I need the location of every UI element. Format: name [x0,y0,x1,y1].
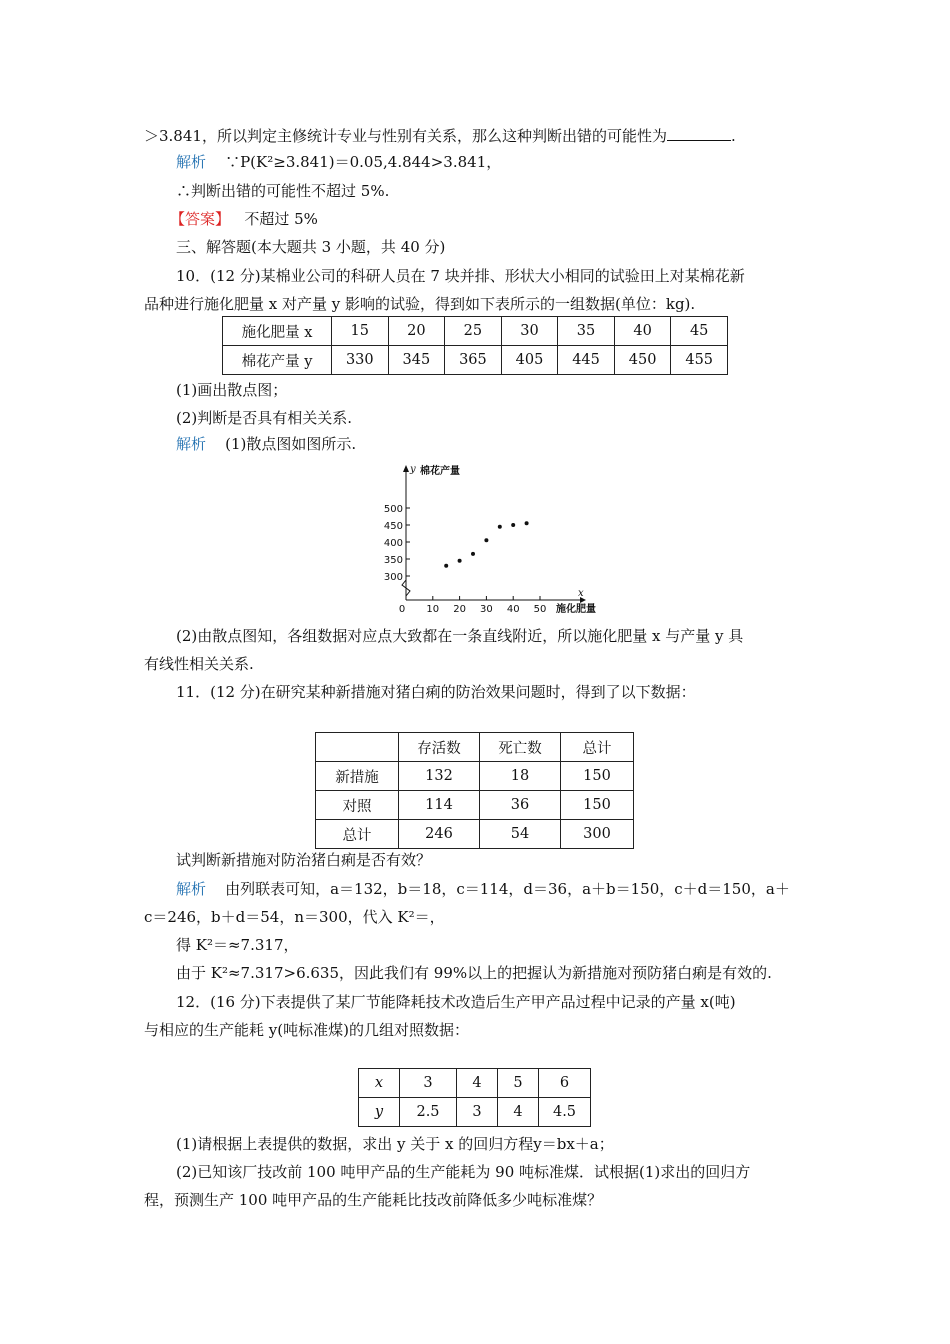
answer-label: 【答案】 [170,210,231,228]
table-header-cell: 总计 [561,733,634,762]
table-cell: 25 [445,317,502,346]
q10-line2: 品种进行施化肥量 x 对产量 y 影响的试验，得到如下表所示的一组数据(单位：kg). [144,295,696,313]
table-row [359,1098,591,1127]
q12-line1: 12．(16 分)下表提供了某厂节能降耗技术改造后生产甲产品过程中记录的产量 x(吨) [176,993,736,1011]
table-header-cell [316,733,399,762]
q12-table [358,1068,591,1127]
x-tick-label: 50 [533,604,547,615]
q9-tail [144,126,736,146]
table-header-cell: y [359,1098,400,1127]
table-cell: 150 [561,791,634,820]
q10-line1: 10．(12 分)某棉业公司的科研人员在 7 块并排、形状大小相同的试验田上对某棉花新 [176,267,745,285]
table-header-cell: x [359,1069,400,1098]
q10-table [222,316,728,375]
table-cell: 4.5 [539,1098,591,1127]
table-cell: 450 [614,346,671,375]
data-point [525,521,529,525]
table-cell: 6 [539,1069,591,1098]
table-header-cell: 死亡数 [480,733,561,762]
x-axis-label: 施化肥量 [556,604,596,615]
table-cell: 45 [671,317,728,346]
q11-analysis-line1: 由列联表可知，a＝132，b＝18，c＝114，d＝36，a＋b＝150，c＋d＝150，a＋ [225,880,790,898]
data-point [484,538,488,542]
answer-text: 不超过 5% [244,210,318,228]
q10-conclusion1: (2)由散点图知，各组数据对应点大致都在一条直线附近，所以施化肥量 x 与产量 y 具 [176,627,744,645]
table-cell: 132 [399,762,480,791]
data-point [511,523,515,527]
y-axis-arrow [403,465,409,472]
table-cell: 300 [561,820,634,849]
table-cell: 54 [480,820,561,849]
q11-table [315,732,634,849]
table-cell: 新措施 [316,762,399,791]
y-tick-label: 450 [383,521,403,532]
q12-line2: 与相应的生产能耗 y(吨标准煤)的几组对照数据： [144,1021,469,1039]
x-tick-label: 40 [506,604,520,615]
table-cell: 20 [388,317,445,346]
q10-conclusion2: 有线性相关关系. [144,655,254,673]
q9-analysis-line1: ∵P(K²≥3.841)＝0.05,4.844>3.841， [225,153,502,171]
q9-analysis-line2: ∴判断出错的可能性不超过 5%. [176,182,390,200]
q12-part2-line1: (2)已知该厂技改前 100 吨甲产品的生产能耗为 90 吨标准煤．试根据(1)求出的回归方 [176,1163,751,1181]
data-point [444,564,448,568]
scatter-chart [380,460,610,620]
q9-answer [170,209,318,229]
y-tick-label: 350 [383,555,403,566]
table-cell: 150 [561,762,634,791]
y-tick-label: 400 [383,538,403,549]
table-header-cell: 施化肥量 x [223,317,332,346]
table-cell: 3 [400,1069,457,1098]
q11-analysis-line3: 得 K²＝≈7.317， [176,936,299,954]
y-axis-label: 棉花产量 [420,466,460,477]
y-tick-label: 500 [383,504,403,515]
q12-part1: (1)请根据上表提供的数据，求出 y 关于 x 的回归方程y＝bx＋a； [176,1135,614,1153]
table-cell: 3 [457,1098,498,1127]
table-cell: 5 [498,1069,539,1098]
table-cell: 330 [332,346,389,375]
q10-analysis-text: (1)散点图如图所示. [225,435,357,453]
q11-line1: 11．(12 分)在研究某种新措施对猪白痢的防治效果问题时，得到了以下数据： [176,683,696,701]
table-row [316,733,634,762]
table-header-cell: 棉花产量 y [223,346,332,375]
table-cell: 4 [498,1098,539,1127]
table-header-cell: 存活数 [399,733,480,762]
table-row [316,820,634,849]
y-axis-letter: y [410,464,416,475]
q11-analysis-line4: 由于 K²≈7.317>6.635，因此我们有 99%以上的把握认为新措施对预防猪白痢是有效的. [176,964,772,982]
table-cell: 对照 [316,791,399,820]
table-row [316,791,634,820]
q9-tail-end: . [730,127,736,145]
table-cell: 4 [457,1069,498,1098]
x-tick-label: 30 [480,604,493,615]
table-row [223,317,728,346]
q12-part2-line2: 程，预测生产 100 吨甲产品的生产能耗比技改前降低多少吨标准煤？ [144,1191,603,1209]
table-cell: 455 [671,346,728,375]
table-row [359,1069,591,1098]
data-point [498,525,502,529]
q9-analysis [176,152,501,172]
x-axis-letter: x [578,588,584,599]
x-tick-label: 0 [398,604,406,615]
data-point [471,552,475,556]
table-cell: 345 [388,346,445,375]
table-cell: 15 [332,317,389,346]
y-tick-label: 300 [383,572,403,583]
table-cell: 30 [501,317,558,346]
table-cell: 365 [445,346,502,375]
q10-part1: (1)画出散点图； [176,381,288,399]
table-cell: 445 [558,346,615,375]
q11-analysis-line2: c＝246，b＋d＝54，n＝300，代入 K²＝， [144,908,445,926]
table-cell: 246 [399,820,480,849]
table-cell: 2.5 [400,1098,457,1127]
q10-part2: (2)判断是否具有相关关系. [176,409,353,427]
section-heading: 三、解答题(本大题共 3 小题，共 40 分) [176,238,446,256]
q11-question: 试判断新措施对防治猪白痢是否有效？ [176,851,432,869]
analysis-label: 解析 [176,435,207,453]
q9-tail-text: ＞3.841，所以判定主修统计专业与性别有关系，那么这种判断出错的可能性为 [144,127,667,145]
q11-analysis [176,879,790,899]
x-tick-label: 20 [453,604,466,615]
x-tick-label: 10 [426,604,440,615]
data-point [458,559,462,563]
table-cell: 36 [480,791,561,820]
analysis-label: 解析 [176,153,207,171]
table-row [316,762,634,791]
table-cell: 18 [480,762,561,791]
table-cell: 114 [399,791,480,820]
table-cell: 35 [558,317,615,346]
answer-blank [667,126,731,141]
q10-analysis [176,434,356,454]
table-row [223,346,728,375]
analysis-label: 解析 [176,880,207,898]
table-cell: 总计 [316,820,399,849]
table-cell: 405 [501,346,558,375]
table-cell: 40 [614,317,671,346]
